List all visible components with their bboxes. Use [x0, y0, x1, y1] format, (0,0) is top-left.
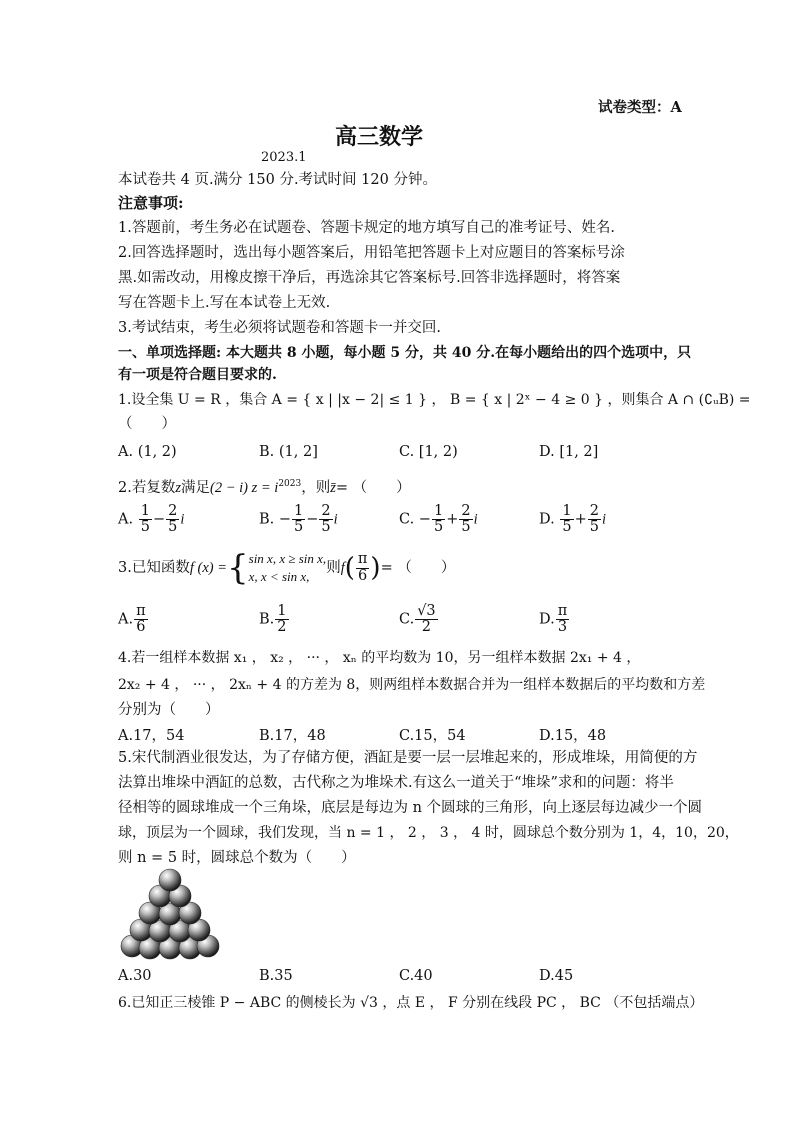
- q5-line-1: 5.宋代制酒业很发达，为了存储方便，酒缸是要一层一层堆起来的，形成堆垛，用简便的方: [118, 750, 698, 766]
- q2-z: z: [175, 479, 181, 496]
- q5-line-4: 球，顶层为一个圆球，我们发现，当 n = 1 ， 2 ， 3 ， 4 时，圆球总个数分别为 1，4，10，20，: [118, 825, 739, 841]
- q5-option-a: A.30: [118, 968, 152, 984]
- fraction: $\frac{1}{5}$: [140, 503, 150, 536]
- q4-option-b: B.17，48: [259, 728, 326, 744]
- q1-stem: 1.设全集 U = R ，集合 A = { x | |x − 2| ≤ 1 } ， B = { x | 2ˣ − 4 ≥ 0 } ，则集合 A ∩ (∁ᵤB) =: [118, 392, 751, 408]
- page-title: 高三数学: [335, 124, 424, 150]
- q4-option-c: C.15，54: [399, 728, 466, 744]
- q3-stem-end: = （ ）: [380, 560, 456, 576]
- q4-option-d: D.15，48: [539, 728, 607, 744]
- q2-option-c: C. − $\frac{1}{5}$ + $\frac{2}{5}$ i: [399, 503, 478, 536]
- q3-option-b: B. $\frac{1}{2}$: [259, 603, 287, 636]
- note-item-2-line-2: 黑.如需改动，用橡皮擦干净后，再选涂其它答案标号.回答非选择题时，将答案: [118, 270, 621, 286]
- q1-option-c: C. [1, 2): [399, 444, 458, 460]
- q2-stem: [118, 474, 411, 498]
- fraction: $\frac{2}{5}$: [168, 503, 178, 536]
- q2-stem-mid: 满足: [181, 479, 210, 496]
- q2-exponent: 2023: [278, 479, 302, 489]
- q3-fx: f (x) =: [189, 560, 227, 576]
- q4-option-a: A.17，54: [118, 728, 185, 744]
- note-item-1: 1.答题前，考生务必在试题卷、答题卡规定的地方填写自己的准考证号、姓名.: [118, 220, 615, 236]
- fraction: $\frac{1}{2}$: [277, 603, 287, 636]
- q5-line-5: 则 n = 5 时，圆球总个数为（ ）: [118, 850, 356, 866]
- q3-stem: 3.已知函数 f (x) = { sin x, x ≥ sin x, x, x < sin x, 则 f ( $\frac{\pi}{6}$ ) = （ ）: [118, 548, 456, 588]
- brace: {: [227, 548, 249, 588]
- q2-option-a-label: A.: [118, 511, 134, 528]
- q6-line-1: 6.已知正三棱锥 P − ABC 的侧棱长为 √3 ，点 E ， F 分别在线段 PC ， BC （不包括端点）: [118, 995, 704, 1011]
- q2-stem-end: = （ ）: [335, 479, 411, 496]
- q3-case-1: sin x, x ≥ sin x,: [248, 551, 327, 566]
- q3-then: 则: [326, 560, 341, 576]
- fraction: $\frac{\pi}{6}$: [136, 603, 146, 636]
- q2-option-c-label: C.: [399, 511, 415, 528]
- q5-line-3: 径相等的圆球堆成一个三角垛，底层是每边为 n 个圆球的三角形，向上逐层每边减少一个圆: [118, 800, 703, 816]
- q3-f: f: [340, 560, 345, 576]
- q1-blank: （ ）: [118, 416, 176, 432]
- q2-conj: z̄: [330, 479, 336, 496]
- q3-cases: [249, 550, 327, 586]
- q1-option-a: A. (1, 2): [118, 444, 177, 460]
- q3-case-2: x, x < sin x,: [248, 569, 310, 584]
- exam-intro: 本试卷共 4 页.满分 150 分.考试时间 120 分钟。: [118, 172, 437, 188]
- q3-option-c: C. $\frac{√3}{2}$: [399, 603, 436, 636]
- q1-option-d: D. [1, 2]: [539, 444, 599, 460]
- q3-option-d: D. $\frac{\pi}{3}$: [539, 603, 568, 636]
- note-item-3: 3.考试结束，考生必须将试题卷和答题卡一并交回.: [118, 320, 441, 336]
- fraction: $\frac{1}{5}$: [433, 503, 444, 536]
- fraction: $\frac{1}{5}$: [562, 503, 572, 536]
- q5-option-b: B.35: [259, 968, 293, 984]
- note-item-2-line-1: 2.回答选择题时，选出每小题答案后，用铅笔把答题卡上对应题目的答案标号涂: [118, 245, 625, 261]
- q4-line-2: 2x₂ + 4 ， ··· ， 2xₙ + 4 的方差为 8，则两组样本数据合并为一组样本数据后的平均数和方差: [118, 677, 706, 693]
- q2-stem-post: ，则: [301, 479, 331, 496]
- note-item-2-line-3: 写在答题卡上.写在本试卷上无效.: [118, 295, 331, 311]
- sphere-pyramid-image: [120, 868, 220, 960]
- paper-type-label: 试卷类型：A: [598, 99, 682, 116]
- section1-heading-line-2: 有一项是符合题目要求的.: [118, 367, 277, 383]
- q4-line-3: 分别为（ ）: [118, 702, 220, 718]
- fraction: $\frac{1}{5}$: [294, 503, 304, 536]
- q5-option-d: D.45: [539, 968, 574, 984]
- q5-line-2: 法算出堆垛中酒缸的总数，古代称之为堆垛术.有这么一道关于“堆垛”求和的问题：将半: [118, 775, 674, 791]
- q3-option-a: A. $\frac{\pi}{6}$: [118, 603, 146, 636]
- fraction: $\frac{√3}{2}$: [417, 603, 436, 636]
- q1-option-b: B. (1, 2]: [259, 444, 318, 460]
- q2-option-d-label: D.: [539, 511, 555, 528]
- q4-line-1: 4.若一组样本数据 x₁ ， x₂ ， ··· ， xₙ 的平均数为 10，另一组样本数据 2x₁ + 4 ，: [118, 650, 641, 666]
- q2-option-a: A. $\frac{1}{5}$ − $\frac{2}{5}$ i: [118, 503, 185, 536]
- q3-stem-pre: 3.已知函数: [118, 560, 190, 576]
- q5-option-c: C.40: [399, 968, 433, 984]
- q2-option-b: B. − $\frac{1}{5}$ − $\frac{2}{5}$ i: [259, 503, 338, 536]
- fraction: $\frac{2}{5}$: [461, 503, 471, 536]
- section1-heading-line-1: 一、单项选择题: 本大题共 8 小题，每小题 5 分，共 40 分.在每小题给出的四个选项中，只: [118, 345, 692, 361]
- fraction: $\frac{2}{5}$: [589, 503, 599, 536]
- q2-option-d: D. $\frac{1}{5}$ + $\frac{2}{5}$ i: [539, 503, 606, 536]
- fraction: $\frac{2}{5}$: [321, 503, 331, 536]
- exam-date: 2023.1: [261, 150, 307, 165]
- q2-equation: (2 − i) z = i: [210, 479, 279, 496]
- q2-stem-pre: 2.若复数: [118, 479, 176, 496]
- q2-option-b-label: B.: [259, 511, 275, 528]
- fraction: $\frac{\pi}{6}$: [357, 551, 368, 584]
- notes-heading: 注意事项:: [118, 194, 184, 212]
- fraction: $\frac{\pi}{3}$: [557, 603, 568, 636]
